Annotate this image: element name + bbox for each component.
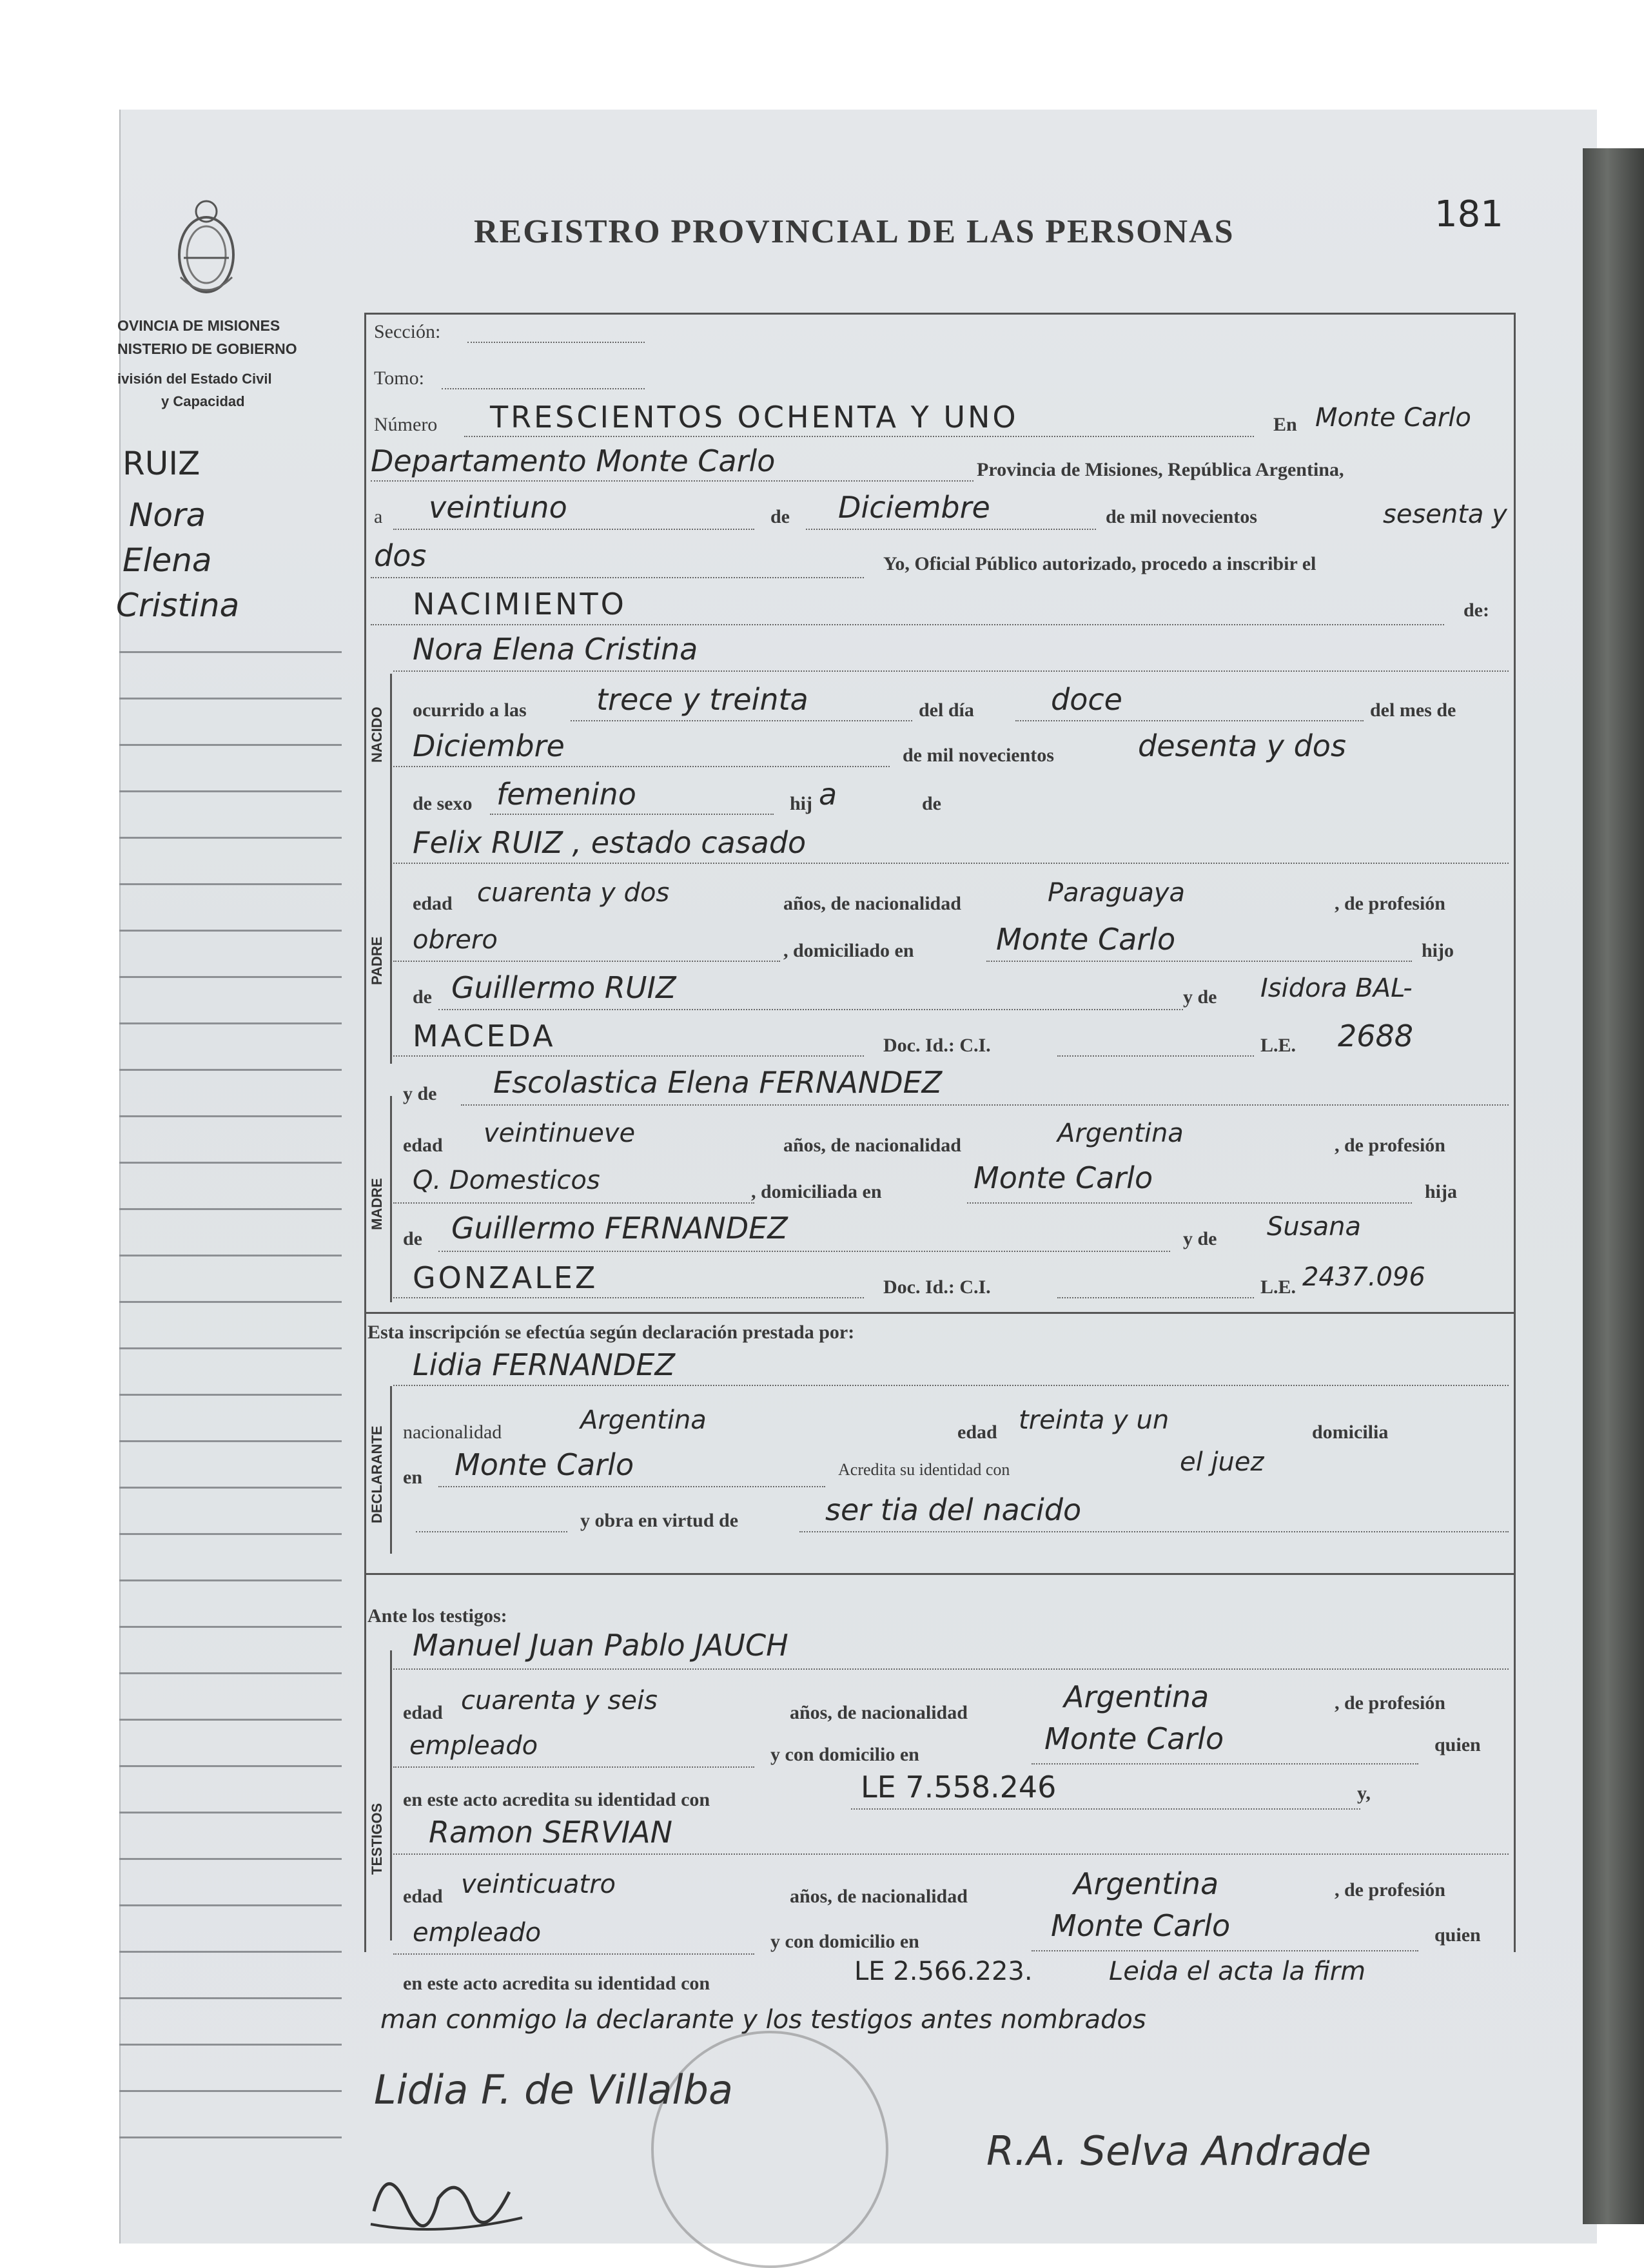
margin-rule [119, 1626, 342, 1628]
t1-nac-value: Argentina [1064, 1679, 1209, 1714]
doc-id-m-line [1057, 1297, 1254, 1298]
cierre-a-value: Leida el acta la firm [1109, 1957, 1366, 1986]
padre-le-value: 2688 [1338, 1019, 1414, 1053]
dia-line [393, 529, 754, 530]
label-y-t1: y, [1357, 1783, 1371, 1804]
hora-value: trece y treinta [596, 682, 808, 717]
madre-value: Escolastica Elena FERNANDEZ [493, 1065, 943, 1100]
label-le-p: L.E. [1260, 1035, 1297, 1056]
province-line-1: OVINCIA DE MISIONES [117, 317, 280, 334]
margin-rule [119, 651, 342, 653]
padre-prof-line [393, 961, 780, 962]
scan-shadow [1583, 148, 1644, 2224]
margin-rule [119, 1672, 342, 1674]
testigo1-value: Manuel Juan Pablo JAUCH [413, 1628, 788, 1663]
t2-dom-value: Monte Carlo [1051, 1908, 1231, 1943]
decl-obra-line [799, 1531, 1509, 1532]
anio-value-a: sesenta y [1383, 500, 1507, 529]
folio-number: 181 [1434, 193, 1503, 235]
departamento-line [371, 480, 974, 482]
label-acredita: Acredita su identidad con [838, 1460, 1010, 1479]
madre-dom-value: Monte Carlo [974, 1160, 1153, 1195]
label-edad-padre: edad [413, 893, 453, 914]
dia-nac-value: doce [1051, 682, 1122, 717]
anio-value-b: dos [374, 538, 427, 573]
anio-line [371, 577, 864, 578]
label-edad-madre: edad [403, 1135, 443, 1156]
sexo-line [490, 814, 774, 815]
padre-prof-value: obrero [413, 925, 498, 955]
decl-obra-blank-line [416, 1531, 567, 1532]
padre-value: Felix RUIZ , estado casado [413, 825, 807, 860]
label-anos-nac-t2: años, de nacionalidad [790, 1886, 968, 1907]
label-declarante: DECLARANTE [369, 1425, 385, 1523]
label-quien-t2: quien [1434, 1924, 1481, 1946]
mes-value: Diciembre [838, 490, 990, 525]
label-ante-testigos: Ante los testigos: [367, 1605, 507, 1627]
padre-edad-value: cuarenta y dos [477, 878, 670, 908]
margin-rule [119, 883, 342, 885]
declarante-line [393, 1385, 1509, 1386]
label-en: En [1273, 414, 1297, 435]
t1-dom-line [1032, 1763, 1418, 1765]
mes-nac-line [393, 766, 890, 767]
label-en-d: en [403, 1467, 422, 1488]
margin-rule [119, 1162, 342, 1164]
t2-edad-value: veinticuatro [461, 1870, 616, 1899]
abuelo-m-line [438, 1251, 1170, 1252]
province-line-4: y Capacidad [161, 393, 245, 409]
separator-1 [366, 1312, 1514, 1314]
abuela-p-b-value: MACEDA [413, 1019, 556, 1053]
label-y-de-p: y de [1183, 986, 1217, 1008]
label-profesion-t2: , de profesión [1335, 1879, 1445, 1901]
label-del-mes: del mes de [1370, 699, 1456, 721]
mes-nac-value: Diciembre [413, 728, 565, 763]
scan-margin [0, 0, 1644, 110]
label-padre: PADRE [369, 936, 385, 985]
margin-rule [119, 1440, 342, 1442]
margin-rule [119, 1301, 342, 1303]
province-line-3: ivisión del Estado Civil [117, 371, 272, 387]
margin-rule [119, 2090, 342, 2092]
t1-dom-value: Monte Carlo [1044, 1721, 1224, 1756]
margin-rule [119, 1997, 342, 1999]
label-profesion-padre: , de profesión [1335, 893, 1445, 914]
label-edad-t1: edad [403, 1702, 443, 1723]
label-doc-id-m: Doc. Id.: C.I. [883, 1276, 991, 1298]
margin-note-name3: Cristina [116, 587, 240, 624]
label-de-mil-nov: de mil novecientos [903, 745, 1054, 766]
hora-line [571, 720, 912, 721]
t2-doc-value: LE 2.566.223. [854, 1957, 1033, 1986]
t2-prof-value: empleado [413, 1918, 542, 1948]
margin-rule [119, 1022, 342, 1024]
abuela-m-b-value: GONZALEZ [413, 1260, 598, 1295]
label-anos-nac-padre: años, de nacionalidad [783, 893, 961, 914]
t1-doc-line [851, 1808, 1360, 1810]
label-domiciliada: , domiciliada en [751, 1181, 882, 1202]
label-en-este-acto-t2: en este acto acredita su identidad con [403, 1973, 710, 1994]
label-ocurrido: ocurrido a las [413, 699, 527, 721]
margin-rule [119, 1487, 342, 1489]
label-doc-id-p: Doc. Id.: C.I. [883, 1035, 991, 1056]
label-esta-inscripcion: Esta inscripción se efectúa según declaración prestada por: [367, 1322, 855, 1343]
margin-rule [119, 1904, 342, 1906]
label-y-obra: y obra en virtud de [580, 1510, 739, 1531]
madre-edad-value: veintinueve [484, 1119, 636, 1148]
label-y-de-m: y de [1183, 1228, 1217, 1249]
madre-line [461, 1104, 1509, 1106]
label-hijo: hijo [1422, 940, 1454, 961]
hij-suffix: a [819, 777, 837, 812]
label-domicilia: domicilia [1312, 1422, 1389, 1443]
margin-rule [119, 2136, 342, 2138]
label-anos-nac-madre: años, de nacionalidad [783, 1135, 961, 1156]
doc-id-p-line [1057, 1055, 1254, 1057]
abuela-m-b-line [393, 1297, 864, 1298]
madre-nac-value: Argentina [1057, 1119, 1184, 1148]
signature-testigo-scribble [361, 2147, 542, 2244]
dia-nac-line [1015, 720, 1364, 721]
madre-le-value: 2437.096 [1302, 1262, 1425, 1292]
t2-prof-line [393, 1953, 754, 1955]
margin-rule [119, 1394, 342, 1396]
margin-rule [119, 1765, 342, 1767]
margin-rule [119, 1951, 342, 1953]
decl-dom-value: Monte Carlo [455, 1447, 634, 1482]
margin-rule [119, 790, 342, 792]
separator-2 [366, 1573, 1514, 1575]
t1-prof-value: empleado [409, 1731, 538, 1761]
lugar-value: Monte Carlo [1315, 403, 1471, 433]
label-nacionalidad-d: nacionalidad [403, 1422, 502, 1443]
label-de: de [770, 506, 790, 527]
label-provincia: Provincia de Misiones, República Argentina, [977, 459, 1344, 480]
decl-dom-line [438, 1486, 825, 1487]
madre-prof-line [393, 1202, 754, 1204]
abuelo-p-line [438, 1009, 1183, 1010]
label-hija: hija [1425, 1181, 1458, 1202]
padre-dom-line [986, 961, 1412, 962]
label-profesion-madre: , de profesión [1335, 1135, 1445, 1156]
margin-rule [119, 698, 342, 699]
declarante-value: Lidia FERNANDEZ [413, 1347, 675, 1382]
margin-rule [119, 1069, 342, 1071]
signature-oficial: R.A. Selva Andrade [986, 2127, 1371, 2175]
departamento-value: Departamento Monte Carlo [371, 444, 776, 478]
label-nacido: NACIDO [369, 707, 385, 763]
label-y-con-dom-t2: y con domicilio en [770, 1931, 919, 1952]
label-seccion: Sección: [374, 321, 441, 342]
padre-line [393, 863, 1509, 864]
label-a: a [374, 506, 383, 527]
abuela-p-b-line [393, 1055, 864, 1057]
coat-of-arms-icon [171, 193, 242, 303]
margin-rule [119, 1579, 342, 1581]
margin-rule [119, 930, 342, 932]
label-edad-d: edad [957, 1422, 997, 1443]
label-mil-novecientos: de mil novecientos [1106, 506, 1257, 527]
label-de-abuelo-m: de [403, 1228, 422, 1249]
margin-rule [119, 744, 342, 746]
tomo-line [442, 388, 645, 389]
acto-value: NACIMIENTO [413, 587, 627, 621]
label-y-con-dom-t1: y con domicilio en [770, 1744, 919, 1765]
label-de-colon: de: [1463, 600, 1489, 621]
t2-dom-line [1032, 1950, 1418, 1951]
label-y-de-madre: y de [403, 1083, 437, 1104]
t1-edad-value: cuarenta y seis [461, 1686, 658, 1716]
label-domiciliado: , domiciliado en [783, 940, 914, 961]
label-profesion-t1: , de profesión [1335, 1692, 1445, 1714]
madre-prof-value: Q. Domesticos [413, 1166, 600, 1195]
abuelo-m-value: Guillermo FERNANDEZ [451, 1211, 788, 1246]
anio-nac-value: desenta y dos [1138, 728, 1346, 763]
margin-rule [119, 2044, 342, 2046]
padre-dom-value: Monte Carlo [996, 922, 1176, 957]
decl-nac-value: Argentina [580, 1405, 707, 1435]
margin-rule [119, 1812, 342, 1813]
t1-prof-line [393, 1766, 754, 1768]
nombre-value: Nora Elena Cristina [413, 632, 698, 667]
label-quien-t1: quien [1434, 1734, 1481, 1755]
margin-rule [119, 1533, 342, 1535]
margin-note-name2: Elena [122, 542, 212, 579]
signature-declarante: Lidia F. de Villalba [374, 2066, 734, 2113]
margin-rule [119, 1255, 342, 1256]
province-line-2: NISTERIO DE GOBIERNO [117, 340, 297, 357]
dia-value: veintiuno [429, 490, 567, 525]
t1-doc-value: LE 7.558.246 [861, 1770, 1057, 1804]
margin-rule [119, 1115, 342, 1117]
margin-rule [119, 1858, 342, 1860]
padre-nac-value: Paraguaya [1048, 878, 1186, 908]
margin-rule [119, 1208, 342, 1210]
label-le-m: L.E. [1260, 1276, 1297, 1298]
margin-rule [119, 1347, 342, 1349]
seccion-line [467, 342, 645, 343]
margin-rule [119, 1719, 342, 1721]
label-tomo: Tomo: [374, 367, 424, 389]
abuela-m-a-value: Susana [1267, 1212, 1361, 1242]
label-en-este-acto-t1: en este acto acredita su identidad con [403, 1789, 710, 1810]
testigo1-line [393, 1668, 1509, 1670]
decl-obra-value: ser tia del nacido [825, 1492, 1082, 1527]
t2-nac-value: Argentina [1073, 1866, 1219, 1901]
margin-rule [119, 976, 342, 978]
acto-line [371, 624, 1444, 625]
margin-note-name1: Nora [129, 496, 206, 534]
mes-line [806, 529, 1096, 530]
label-anos-nac-t1: años, de nacionalidad [790, 1702, 968, 1723]
label-sexo: de sexo [413, 793, 473, 814]
abuelo-p-value: Guillermo RUIZ [451, 970, 676, 1005]
document-title: REGISTRO PROVINCIAL DE LAS PERSONAS [474, 213, 1235, 250]
decl-acredita-value: el juez [1180, 1447, 1264, 1477]
label-hij: hij [790, 793, 813, 814]
label-numero: Número [374, 414, 438, 435]
madre-dom-line [967, 1202, 1412, 1204]
testigo2-value: Ramon SERVIAN [429, 1815, 673, 1850]
label-edad-t2: edad [403, 1886, 443, 1907]
testigo2-line [393, 1853, 1509, 1855]
label-yo-oficial: Yo, Oficial Público autorizado, procedo a inscribir el [883, 553, 1316, 574]
margin-note-surname: RUIZ [122, 445, 201, 482]
label-de2: de [922, 793, 941, 814]
cierre-b-value: man conmigo la declarante y los testigos antes nombrados [380, 2005, 1146, 2035]
sexo-value: femenino [496, 777, 636, 812]
nombre-line [393, 670, 1509, 672]
numero-value: TRESCIENTOS OCHENTA Y UNO [490, 400, 1019, 435]
label-testigos: TESTIGOS [369, 1803, 385, 1875]
numero-line [464, 436, 1254, 437]
label-de-abuelo-p: de [413, 986, 432, 1008]
abuela-p-a-value: Isidora BAL- [1260, 973, 1413, 1003]
label-del-dia: del día [919, 699, 974, 721]
decl-edad-value: treinta y un [1019, 1405, 1169, 1435]
label-madre: MADRE [369, 1178, 385, 1230]
margin-rule [119, 837, 342, 839]
